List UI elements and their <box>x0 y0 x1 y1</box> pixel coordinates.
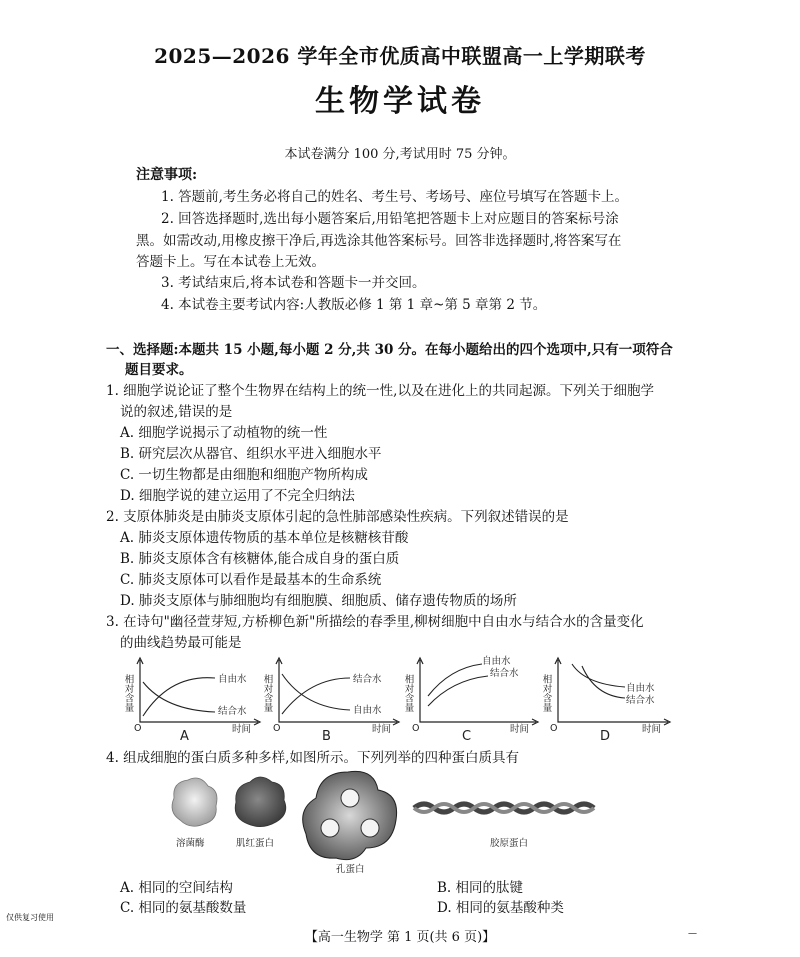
q3-b-option-label: B <box>322 729 331 744</box>
notes-item-1: 1. 答题前,考生务必将自己的姓名、考生号、考场号、座位号填写在答题卡上。 <box>161 189 628 205</box>
notes-item-2-line-3: 答题卡上。写在本试卷上无效。 <box>136 254 325 270</box>
q3-c-bound-label: 结合水 <box>490 668 519 679</box>
q4-option-b: B. 相同的肽键 <box>437 880 524 896</box>
q3-d-bound-curve <box>582 666 625 698</box>
q3-c-option-label: C <box>462 729 472 744</box>
notes-title: 注意事项: <box>136 167 198 183</box>
q3-graph-c <box>403 655 539 744</box>
porin-shape <box>303 771 397 859</box>
q3-d-bound-label: 结合水 <box>626 695 655 706</box>
collagen-caption: 胶原蛋白 <box>490 838 529 849</box>
porin-pore-1 <box>341 789 359 807</box>
exam-title: 2025—2026 学年全市优质高中联盟高一上学期联考 <box>154 44 646 68</box>
notes-item-2-line-1: 2. 回答选择题时,选出每小题答案后,用铅笔把答题卡上对应题目的答案标号涂 <box>161 211 619 227</box>
porin-pore-2 <box>321 819 339 837</box>
q3-c-bound-curve <box>428 676 488 706</box>
q3-b-free-label: 自由水 <box>353 705 382 716</box>
myoglobin-shape <box>235 777 286 827</box>
q3-stem-line-2: 的曲线趋势最可能是 <box>120 635 242 651</box>
q4-option-d: D. 相同的氨基酸种类 <box>437 900 564 916</box>
myoglobin-caption: 肌红蛋白 <box>236 838 275 849</box>
q3-a-xlabel: 时间 <box>232 724 252 735</box>
q1-option-c: C. 一切生物都是由细胞和细胞产物所构成 <box>120 467 368 483</box>
q3-a-option-label: A <box>180 729 189 744</box>
q4-protein-figure <box>160 768 600 876</box>
q3-graphs <box>110 652 680 744</box>
q3-d-origin: O <box>550 723 558 734</box>
q2-option-c: C. 肺炎支原体可以看作是最基本的生命系统 <box>120 572 382 588</box>
q3-graph-b <box>262 658 400 744</box>
q2-stem: 2. 支原体肺炎是由肺炎支原体引起的急性肺部感染性疾病。下列叙述错误的是 <box>106 509 569 525</box>
score-info: 本试卷满分 100 分,考试用时 75 分钟。 <box>284 147 516 162</box>
notes-item-2-line-2: 黑。如需改动,用橡皮擦干净后,再选涂其他答案标号。回答非选择题时,将答案写在 <box>136 233 622 249</box>
footer-mark: — <box>688 929 697 939</box>
q4-stem: 4. 组成细胞的蛋白质多种多样,如图所示。下列列举的四种蛋白质具有 <box>106 750 519 766</box>
q3-a-free-curve <box>143 678 215 716</box>
q3-c-axes <box>420 660 536 722</box>
q3-d-xlabel: 时间 <box>642 724 662 735</box>
q2-option-b: B. 肺炎支原体含有核糖体,能合成自身的蛋白质 <box>120 551 400 567</box>
page-footer: 【高一生物学 第 1 页(共 6 页)】 <box>304 930 496 945</box>
q3-d-free-curve <box>572 664 625 687</box>
porin-caption: 孔蛋白 <box>336 864 365 875</box>
exam-subject: 生物学试卷 <box>315 84 485 119</box>
q2-option-d: D. 肺炎支原体与肺细胞均有细胞膜、细胞质、储存遗传物质的场所 <box>120 593 517 609</box>
q3-graph-d <box>541 658 671 744</box>
q1-option-d: D. 细胞学说的建立运用了不完全归纳法 <box>120 488 355 504</box>
q2-option-a: A. 肺炎支原体遗传物质的基本单位是核糖核苷酸 <box>120 530 409 546</box>
q1-option-a: A. 细胞学说揭示了动植物的统一性 <box>120 425 328 441</box>
q3-b-free-curve <box>282 674 350 710</box>
side-note: 仅供复习使用 <box>6 913 54 922</box>
lysozyme-shape <box>172 778 217 826</box>
q3-b-bound-label: 结合水 <box>353 674 382 685</box>
q3-a-ylabel: 相对含量 <box>122 674 134 712</box>
q4-option-a: A. 相同的空间结构 <box>120 880 233 896</box>
q3-c-free-curve <box>428 664 482 696</box>
q3-b-origin: O <box>273 723 281 734</box>
q3-b-ylabel: 相对含量 <box>261 674 273 712</box>
q1-option-b: B. 研究层次从器官、组织水平进入细胞水平 <box>120 446 382 462</box>
q3-d-ylabel: 相对含量 <box>540 674 552 712</box>
q3-a-origin: O <box>134 723 142 734</box>
notes-item-3: 3. 考试结束后,将本试卷和答题卡一并交回。 <box>161 275 426 291</box>
section-heading-line-1: 一、选择题:本题共 15 小题,每小题 2 分,共 30 分。在每小题给出的四个选项中,只有一项符合 <box>106 342 673 358</box>
q3-c-xlabel: 时间 <box>510 724 530 735</box>
q3-graph-a <box>123 658 261 744</box>
q3-d-free-label: 自由水 <box>626 683 655 694</box>
q3-b-xlabel: 时间 <box>372 724 392 735</box>
q3-c-origin: O <box>412 723 420 734</box>
q3-d-option-label: D <box>600 729 611 744</box>
q1-stem-line-1: 1. 细胞学说论证了整个生物界在结构上的统一性,以及在进化上的共同起源。下列关于细胞学 <box>106 383 654 399</box>
q3-c-ylabel: 相对含量 <box>402 674 414 712</box>
lysozyme-caption: 溶菌酶 <box>176 838 205 849</box>
q1-stem-line-2: 说的叙述,错误的是 <box>120 404 233 420</box>
section-heading-line-2: 题目要求。 <box>125 362 193 378</box>
q3-c-free-label: 自由水 <box>482 656 511 667</box>
q3-a-free-label: 自由水 <box>218 674 247 685</box>
porin-pore-3 <box>361 819 379 837</box>
q3-a-bound-label: 结合水 <box>218 706 247 717</box>
notes-item-4: 4. 本试卷主要考试内容:人教版必修 1 第 1 章~第 5 章第 2 节。 <box>161 297 547 313</box>
q4-option-c: C. 相同的氨基酸数量 <box>120 900 247 916</box>
q3-a-bound-curve <box>143 682 215 712</box>
q3-stem-line-1: 3. 在诗句"幽径萱芽短,方桥柳色新"所描绘的春季里,柳树细胞中自由水与结合水的含量变化 <box>106 614 644 630</box>
